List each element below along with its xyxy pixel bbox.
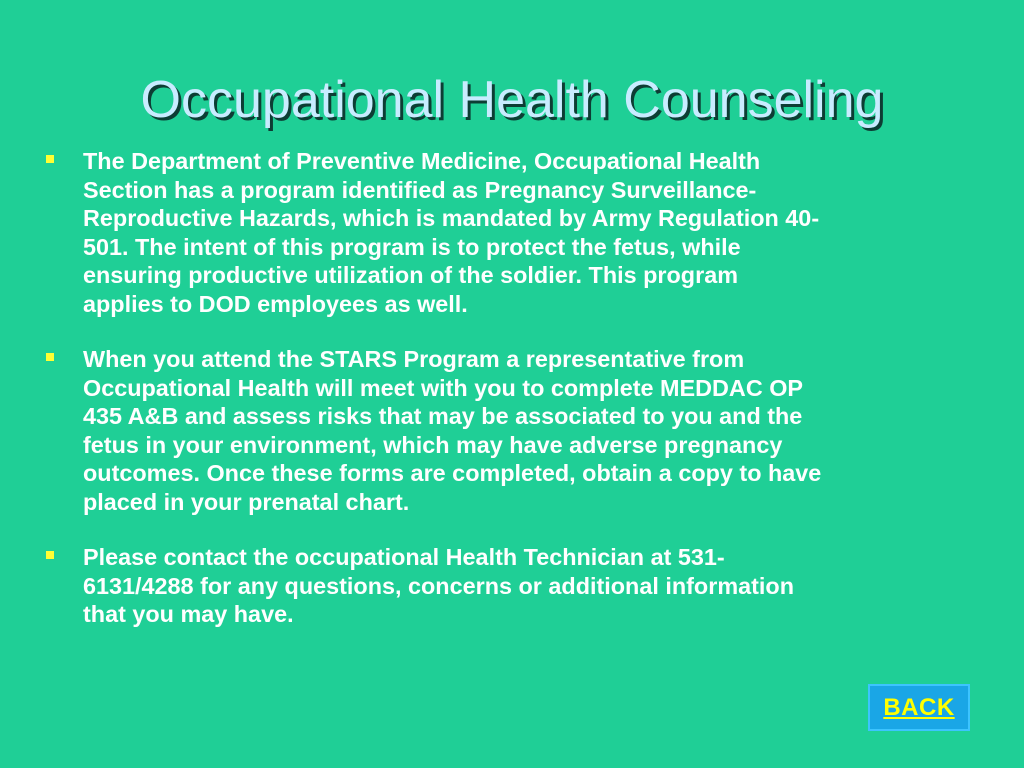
square-bullet-icon (46, 551, 54, 559)
bullet-text: Please contact the occupational Health Technician at 531- 6131/4288 for any questions, concerns or additional information that you may have. (83, 544, 794, 627)
bullet-item-1 (44, 147, 989, 318)
bullet-list (44, 147, 989, 656)
slide-title: Occupational Health Counseling (140, 71, 884, 129)
back-button-label: BACK (883, 693, 955, 721)
bullet-text: When you attend the STARS Program a representative from Occupational Health will meet with you to complete MEDDAC OP 435 A&B and assess risks that may be associated to you and the fetus in your environment, which may have adverse pregnancy outcomes. Once these forms are completed, obtain a copy to have placed in your prenatal chart. (83, 346, 822, 515)
back-button[interactable] (868, 684, 970, 731)
square-bullet-icon (46, 155, 54, 163)
square-bullet-icon (46, 353, 54, 361)
bullet-item-3 (44, 543, 989, 629)
bullet-item-2 (44, 345, 989, 516)
bullet-text: The Department of Preventive Medicine, Occupational Health Section has a program identified as Pregnancy Surveillance- Reproductive Hazards, which is mandated by Army Regulation 40- 501. The intent of this program is to protect the fetus, while ensuring productive utilization of the soldier. This program applies to DOD employees as well. (83, 148, 820, 317)
